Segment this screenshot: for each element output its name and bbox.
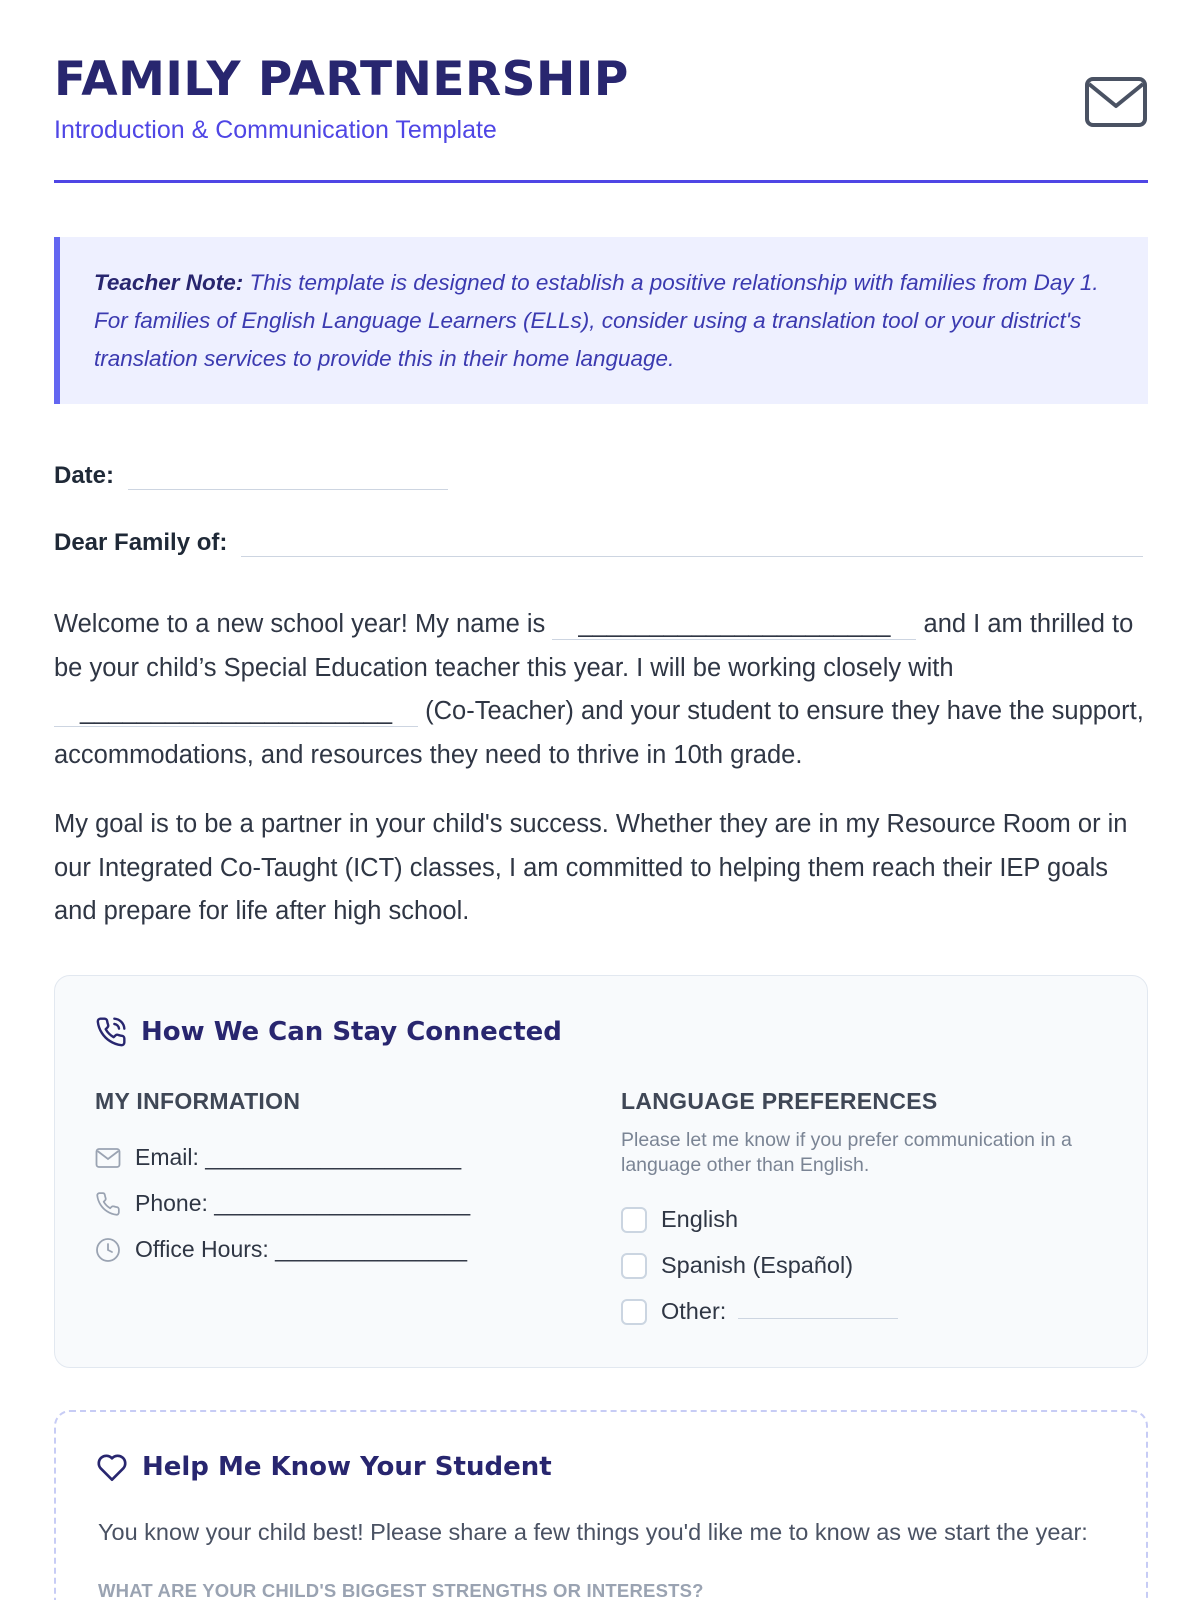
other-language-input-line[interactable] [738, 1305, 898, 1319]
english-label: English [661, 1206, 739, 1232]
know-student-card [54, 1410, 1148, 1600]
family-label: Dear Family of: [54, 529, 228, 556]
office-hours-row [95, 1236, 467, 1263]
letter-text: and I am thrilled to be your child’s Special Education teacher this year. I will be working closely with [54, 610, 1134, 682]
spanish-checkbox[interactable] [621, 1253, 647, 1279]
letter-paragraph-1 [54, 603, 1154, 777]
english-checkbox[interactable] [621, 1207, 647, 1233]
stay-connected-card [54, 975, 1148, 1368]
family-name-input-line[interactable] [241, 531, 1143, 557]
my-information-heading: MY INFORMATION [95, 1088, 301, 1114]
date-field-row [54, 462, 448, 490]
page-title: FAMILY PARTNERSHIP [54, 52, 629, 107]
strengths-question: WHAT ARE YOUR CHILD'S BIGGEST STRENGTHS OR INTERESTS? [98, 1580, 704, 1600]
family-field-row [54, 529, 1143, 557]
teacher-note-text: This template is designed to establish a positive relationship with families from Day 1. For families of English Language Learners (ELLs), consider using a translation tool or your district's translation services to provide this in their home language. [94, 270, 1099, 371]
language-hint: Please let me know if you prefer communication in a language other than English. [621, 1129, 1072, 1176]
stay-connected-header [95, 1016, 562, 1048]
spanish-label: Spanish (Español) [661, 1252, 854, 1278]
teacher-name-blank[interactable]: ______________________ [552, 609, 916, 640]
teacher-note [54, 237, 1148, 404]
date-label: Date: [54, 462, 115, 489]
date-input-line[interactable] [128, 464, 448, 490]
language-option-english[interactable] [621, 1206, 738, 1233]
teacher-note-label: Teacher Note: [94, 270, 244, 295]
clock-icon [95, 1237, 121, 1263]
language-option-spanish[interactable] [621, 1252, 853, 1279]
mail-icon [1084, 76, 1148, 128]
phone-row [95, 1190, 470, 1217]
mail-icon [95, 1147, 121, 1169]
letter-paragraph-2: My goal is to be a partner in your child's success. Whether they are in my Resource Room or in our Integrated Co-Taught (ICT) classes, I am committed to helping them reach their IEP goals and prepare for life after high school. [54, 810, 1128, 925]
heart-icon [96, 1452, 128, 1482]
letter-text: Welcome to a new school year! My name is [54, 610, 546, 638]
office-hours-text[interactable]: Office Hours: _______________ [135, 1236, 468, 1262]
language-option-other[interactable] [621, 1298, 898, 1325]
email-row [95, 1144, 461, 1171]
phone-icon [95, 1191, 121, 1217]
letter-text: (Co-Teacher) and your student to ensure they have the support, accommodations, and resources they need to thrive in 10th grade. [54, 697, 1144, 769]
language-preferences-heading: LANGUAGE PREFERENCES [621, 1088, 938, 1114]
know-student-header [96, 1452, 552, 1482]
page-subtitle: Introduction & Communication Template [54, 116, 497, 144]
stay-connected-title: How We Can Stay Connected [141, 1017, 562, 1047]
header [54, 50, 1148, 183]
know-student-title: Help Me Know Your Student [142, 1452, 552, 1482]
other-checkbox[interactable] [621, 1299, 647, 1325]
coteacher-name-blank[interactable]: ______________________ [54, 696, 418, 727]
phone-call-icon [95, 1016, 127, 1048]
email-text[interactable]: Email: ____________________ [135, 1144, 462, 1170]
other-label: Other: [661, 1298, 727, 1324]
page [54, 0, 1148, 1600]
phone-text[interactable]: Phone: ____________________ [135, 1190, 471, 1216]
know-student-intro: You know your child best! Please share a few things you'd like me to know as we start the year: [98, 1519, 1088, 1545]
